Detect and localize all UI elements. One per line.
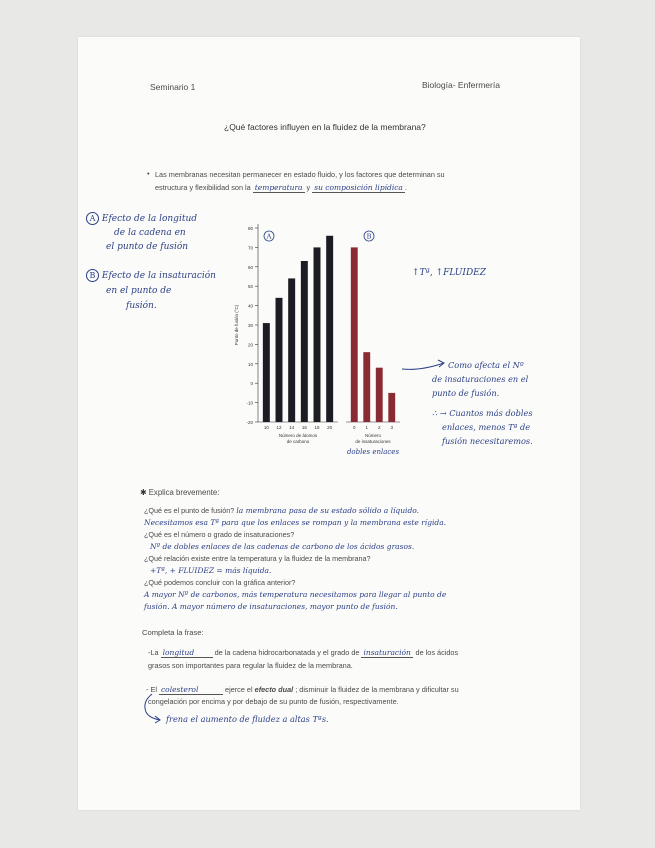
y-axis [234, 224, 258, 425]
question-list [144, 505, 564, 613]
answer-1-line-1: la membrana pasa de su estado sólido a líquido. [236, 506, 420, 515]
bar [351, 247, 358, 422]
note-a [86, 212, 236, 254]
x-tick-label: 0 [352, 425, 356, 430]
chart-panel-a [258, 231, 338, 444]
y-axis-title: Punto de fusión (°C) [234, 304, 239, 346]
y-tick-label: -20 [246, 420, 253, 425]
panel-label: B [366, 232, 372, 241]
bar [363, 352, 370, 422]
sentence-1-text-a: -La [148, 648, 159, 657]
intro-text-b: y [306, 183, 311, 192]
x-tick-label: 20 [327, 425, 333, 430]
asterisk-icon: ✱ [140, 488, 147, 497]
intro-text-a: estructura y flexibilidad son la [155, 183, 251, 192]
x-tick-label: 1 [365, 425, 369, 430]
note-b-circle: B [86, 269, 99, 282]
sentence-2-text-c: ; disminuir la fluidez de la membrana y dificultar su [295, 685, 459, 694]
note-insat-line-4: ∴ → Cuantos más dobles [432, 408, 533, 418]
y-tick-label: 30 [247, 323, 253, 328]
x-axis-handwritten-note: dobles enlaces [346, 448, 400, 456]
y-tick-label: 40 [247, 303, 253, 309]
chart-panel-b [346, 231, 400, 456]
note-a-line-1: Efecto de la longitud [101, 214, 197, 224]
x-tick-label: 12 [276, 425, 282, 430]
sentence-2-line-1 [146, 685, 459, 695]
answer-2: Nº de dobles enlaces de las cadenas de carbono de los ácidos grasos. [150, 542, 415, 551]
page-title: ¿Qué factores influyen en la fluidez de la membrana? [224, 122, 426, 132]
bar [314, 247, 321, 422]
intro-answer-2: su composición lipídica [314, 183, 403, 192]
sentence-1-answer-2: insaturación [363, 648, 411, 657]
y-tick-label: 20 [247, 342, 253, 348]
question-3: ¿Qué relación existe entre la temperatura y la fluidez de la membrana? [144, 554, 371, 563]
note-insat-line-6: fusión necesitaremos. [442, 436, 533, 446]
note-b-line-2: en el punto de [106, 286, 172, 296]
questions-heading [140, 488, 219, 497]
intro-bullet: • [147, 169, 150, 178]
intro-line-2 [155, 183, 407, 193]
note-b-line-1: Efecto de la insaturación [101, 271, 216, 281]
intro-line-1: Las membranas necesitan permanecer en estado fluido, y los factores que determinan su [155, 170, 445, 179]
sentence-1-line-1 [148, 648, 458, 658]
sentence-2-emphasis: efecto dual [254, 685, 294, 694]
sentence-1-answer-1: longitud [162, 648, 195, 657]
melting-point-chart [226, 216, 416, 470]
note-a-line-3: el punto de fusión [106, 242, 189, 252]
sentence-1-text-b: de la cadena hidrocarbonatada y el grado de [214, 648, 360, 657]
x-tick-label: 10 [263, 425, 269, 430]
note-temp-fluidity: ↑Tª, ↑FLUIDEZ [412, 268, 486, 278]
y-tick-label: 0 [250, 381, 253, 387]
bar [263, 323, 270, 422]
answer-1-line-2: Necesitamos esa Tª para que los enlaces se rompan y la membrana este rígida. [144, 518, 447, 527]
answer-3: +Tª, + FLUIDEZ = más líquida. [150, 566, 272, 575]
note-insaturation [432, 358, 533, 448]
answer-4-line-2: fusión. A mayor número de insaturaciones, mayor punto de fusión. [144, 602, 398, 611]
intro-blank-2 [312, 183, 405, 193]
bar [288, 278, 295, 422]
bracket-arrow-icon [140, 692, 162, 726]
complete-heading: Completa la frase: [142, 628, 204, 637]
sentence-2-text-b: ejerce el [225, 685, 253, 694]
sentence-1-line-2: grasos son importantes para regular la fluidez de la membrana. [148, 661, 353, 670]
y-tick-label: 70 [247, 245, 253, 251]
bar [388, 393, 395, 422]
question-2: ¿Qué es el número o grado de insaturaciones? [144, 530, 295, 539]
x-axis-title-line-1: Número [364, 433, 382, 438]
sentence-1-blank-2 [361, 648, 413, 658]
x-tick-label: 14 [289, 425, 295, 430]
intro-blank-1 [253, 183, 305, 193]
x-tick-label: 18 [314, 425, 320, 430]
y-tick-label: 60 [247, 264, 253, 270]
questions-heading-text: Explica brevemente: [148, 488, 220, 497]
y-tick-label: 80 [247, 226, 253, 231]
sentence-1-blank-1 [161, 648, 213, 658]
x-axis-title-line-2: de insaturaciones [355, 439, 391, 444]
intro-text-end: . [404, 183, 407, 192]
note-insat-line-5: enlaces, menos Tª de [442, 422, 531, 432]
sentence-2-line-2: congelación por encima y por debajo de su punto de fusión, respectivamente. [148, 697, 399, 706]
sentence-2-text-a: - El [146, 685, 157, 694]
x-tick-label: 3 [390, 425, 394, 430]
note-insat-line-3: punto de fusión. [432, 388, 500, 398]
course-label: Biología- Enfermería [422, 80, 500, 90]
panel-label: A [266, 232, 272, 241]
note-insat-line-2: de insaturaciones en el [432, 374, 529, 384]
note-insat-line-1: Como afecta el Nº [448, 360, 524, 370]
note-b-line-3: fusión. [126, 301, 157, 311]
note-b [86, 269, 236, 314]
question-1 [144, 505, 564, 517]
y-tick-label: 50 [247, 284, 253, 290]
intro-answer-1: temperatura [254, 183, 303, 192]
note-a-line-2: de la cadena en [114, 228, 186, 238]
note-a-circle: A [86, 212, 99, 225]
bar [276, 298, 283, 422]
x-tick-label: 2 [377, 425, 381, 430]
bar [376, 368, 383, 422]
x-axis-title-line-2: de carbono [286, 439, 310, 444]
y-tick-label: 10 [247, 361, 253, 367]
bar [301, 261, 308, 422]
sentence-2-note: frena el aumento de fluidez a altas Tªs. [166, 714, 329, 724]
x-tick-label: 16 [301, 425, 307, 430]
sentence-1-text-c: de los ácidos [415, 648, 459, 657]
seminar-label: Seminario 1 [150, 82, 196, 92]
x-axis-title-line-1: Número de átomos [278, 433, 318, 438]
question-4: ¿Qué podemos concluir con la gráfica anterior? [144, 578, 296, 587]
sentence-2-blank [159, 685, 223, 695]
answer-4-line-1: A mayor Nº de carbonos, más temperatura necesitamos para llegar al punto de [144, 590, 447, 599]
sentence-2-answer: colesterol [160, 685, 199, 694]
question-1-text: ¿Qué es el punto de fusión? [144, 506, 235, 515]
bar [326, 236, 333, 422]
y-tick-label: -10 [246, 400, 253, 406]
